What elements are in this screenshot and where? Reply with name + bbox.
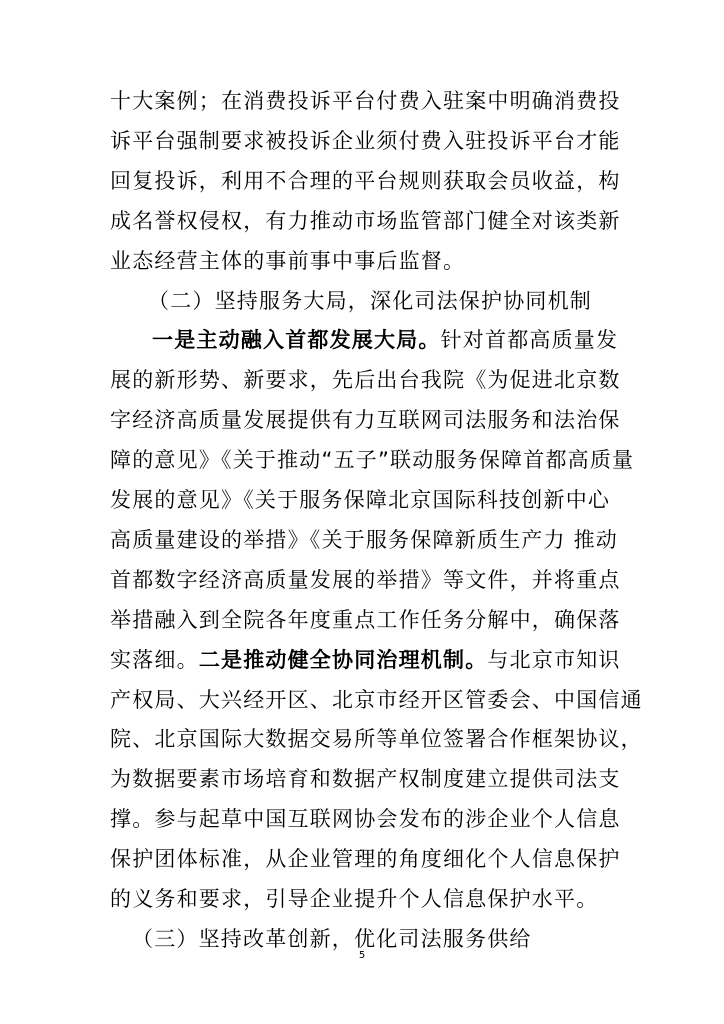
text-line — [110, 207, 621, 235]
text-line — [110, 606, 621, 634]
paragraph-text: 产权局、大兴经开区、北京市经开区管委会、中国信通 — [110, 687, 643, 712]
paragraph-text: 保护团体标准，从企业管理的角度细化个人信息保护 — [110, 847, 621, 872]
text-line — [110, 486, 610, 514]
paragraph-text: 诉平台强制要求被投诉企业须付费入驻投诉平台才能 — [110, 128, 621, 153]
paragraph-text: 针对首都高质量发 — [440, 328, 619, 353]
paragraph-text: 成名誉权侵权，有力推动市场监管部门健全对该类新 — [110, 208, 621, 233]
text-line — [110, 406, 621, 434]
paragraph-text: 业态经营主体的事前事中事后监督。 — [110, 248, 466, 273]
paragraph-text: 首都数字经济高质量发展的举措》等文件，并将重点 — [110, 567, 621, 592]
text-line — [132, 925, 532, 953]
paragraph-text: 十大案例；在消费投诉平台付费入驻案中明确消费投 — [110, 89, 621, 113]
paragraph-text: 与北京市知识 — [487, 647, 621, 672]
text-line — [110, 366, 621, 394]
paragraph-text: （三）坚持改革创新，优化司法服务供给 — [132, 926, 532, 951]
text-line — [110, 885, 598, 913]
text-line — [110, 845, 621, 873]
page-number: 5 — [358, 950, 366, 961]
text-line — [110, 127, 621, 155]
paragraph-text: 的义务和要求，引导企业提升个人信息保护水平。 — [110, 887, 599, 911]
paragraph-text: 发展的意见》《关于服务保障北京国际科技创新中心 — [110, 488, 611, 512]
text-line — [148, 287, 592, 315]
paragraph-text: 回复投诉，利用不合理的平台规则获取会员收益，构 — [110, 168, 621, 193]
paragraph-text: （二）坚持服务大局，深化司法保护协同机制 — [148, 288, 592, 313]
paragraph-text: 展的新形势、新要求，先后出台我院《为促进北京数 — [110, 368, 621, 393]
text-line — [110, 725, 643, 753]
text-line — [110, 765, 621, 793]
paragraph-text: 举措融入到全院各年度重点工作任务分解中，确保落 — [110, 607, 621, 632]
paragraph-text: 实落细。 — [110, 647, 199, 672]
text-line — [110, 646, 621, 674]
bold-heading-text: 一是主动融入首都发展大局。 — [152, 328, 441, 353]
text-line — [110, 247, 465, 275]
paragraph-text: 字经济高质量发展提供有力互联网司法服务和法治保 — [110, 408, 621, 433]
text-line — [110, 167, 621, 195]
paragraph-text: 院、北京国际大数据交易所等单位签署合作框架协议， — [110, 727, 643, 752]
text-line — [110, 805, 621, 833]
paragraph-text: 撑。参与起草中国互联网协会发布的涉企业个人信息 — [110, 807, 621, 832]
paragraph-text: 高质量建设的举措》《关于服务保障新质生产力 推动 — [110, 527, 618, 552]
text-line — [110, 87, 621, 115]
paragraph-text: 为数据要素市场培育和数据产权制度建立提供司法支 — [110, 767, 621, 792]
bold-heading-text: 二是推动健全协同治理机制。 — [198, 647, 488, 672]
text-line — [110, 446, 634, 474]
text-line — [152, 326, 618, 354]
text-line — [110, 686, 643, 714]
text-line — [110, 526, 618, 554]
paragraph-text: 障的意见》《关于推动“五子”联动服务保障首都高质量 — [110, 448, 635, 473]
text-line — [110, 566, 621, 594]
